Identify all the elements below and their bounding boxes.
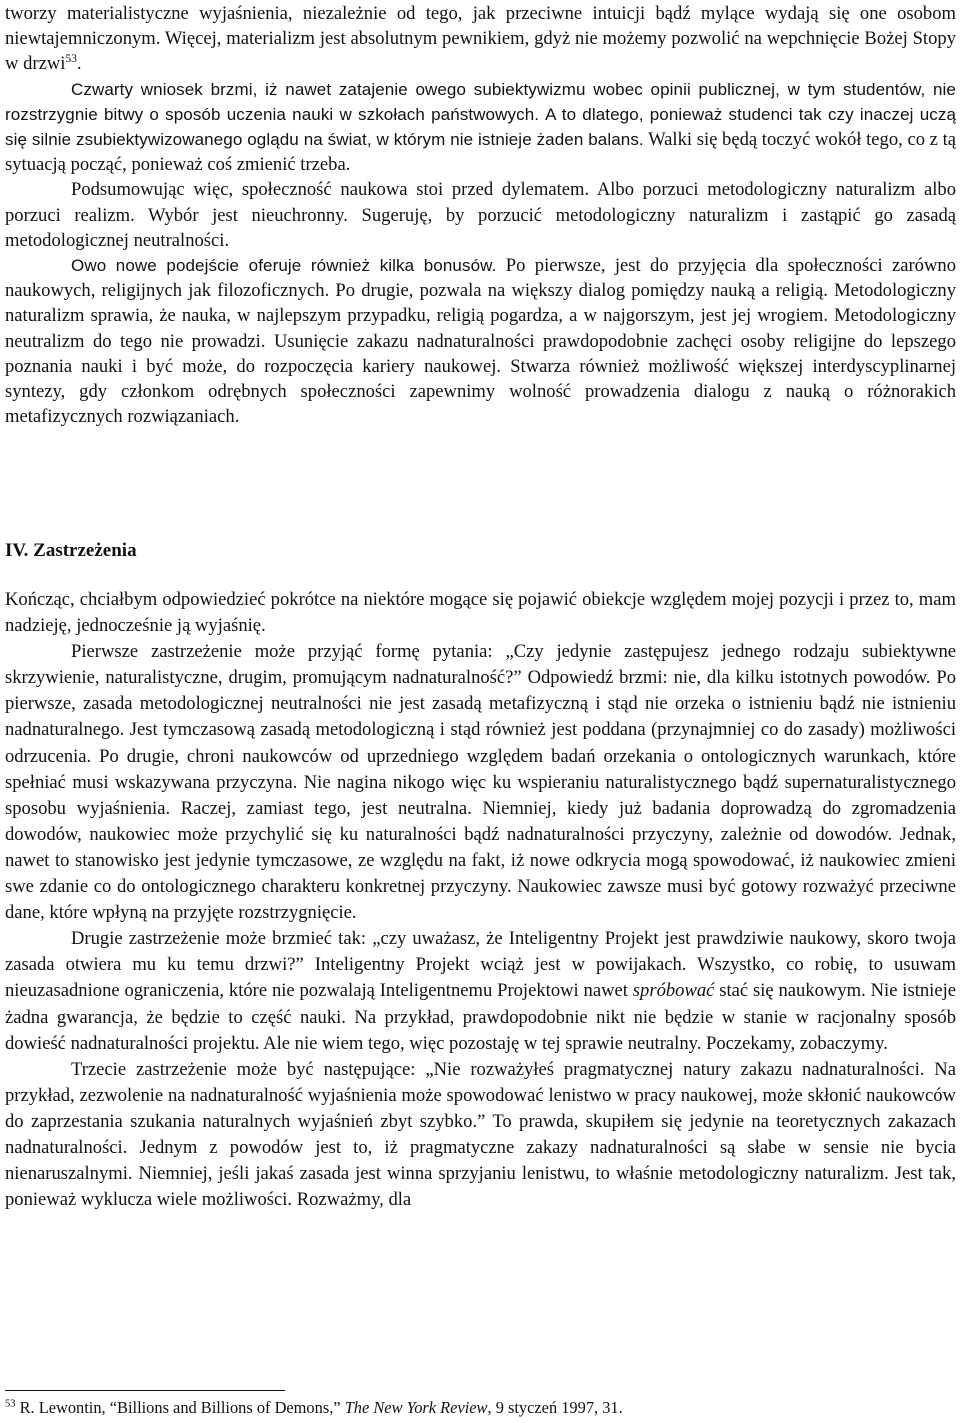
paragraph: Pierwsze zastrzeżenie może przyjąć formę pytania: „Czy jedynie zastępujesz jednego rodzaju subiektywne skrzywienie, naturalistyczne, drugim, promującym nadnaturalność?” Odpowiedź brzmi: nie, dla kilku istotnych powodów. Po pierwsze, zasada metodologicznej neutralności nie jest zasadą metafizyczną i stąd nie orzeka o istnieniu bądź nie istnieniu nadnaturalnego. Jest tymczasową zasadą metodologiczną i stąd również jest poddana (przynajmniej co do zasady) możliwości odrzucenia. Po drugie, chroni naukowców od uprzedniego względem badań orzekania o ontologicznych warunkach, które spełniać musi wskazywana przyczyna. Nie nagina nikogo więc ku wspieraniu naturalistycznego bądź supernaturalistycznego sposobu wyjaśnienia. Raczej, zamiast tego, jest neutralna. Niemniej, kiedy już badania doprowadzą do zgromadzenia dowodów, naukowiec może przychylić się ku naturalności bądź nadnaturalności przyczyny, zależnie od dowodów. Jednak, nawet to stanowisko jest jedynie tymczasowe, ze względu na fakt, iż nowe odkrycia mogą spowodować, iż naukowiec zmieni swe zdanie co do ontologicznego charakteru konkretnej przyczyny. Naukowiec zawsze musi być gotowy rozważyć przeciwne dane, które wpłyną na przyjęte rozstrzygnięcie. <box>5 641 956 924</box>
body-text-section-2 <box>5 587 956 1213</box>
paragraph-text: Podsumowując więc, społeczność naukowa stoi przed dylematem. <box>71 179 590 201</box>
paragraph <box>5 253 956 429</box>
emphasis: spróbować <box>632 980 715 1002</box>
paragraph-text: Po pierwsze, jest do przyjęcia dla społeczności zarówno naukowych, religijnych jak filozoficznych. Po drugie, pozwala na większy dialog pomiędzy nauką a religią. Metodologiczny naturalizm sprawia, że nauka, w najlepszym przypadku, religią pogardza, a w najgorszym, jest jej wrogiem. Metodologiczny neutralizm do tego nie prowadzi. Usunięcie zakazu nadnaturalności prawdopodobnie zachęci osoby religijne do lepszego poznania nauki i być może, do rozpoczęcia kariery naukowej. Stwarza również możliwość większej interdyscyplinarnej syntezy, gdy członkom odrębnych społeczności zapewnimy wolność prowadzenia dialogu z nauką o różnorakich metafizycznych rozwiązaniach. <box>5 255 956 428</box>
paragraph: Kończąc, chciałbym odpowiedzieć pokrótce na niektóre mogące się pojawić obiekcje względem mojej pozycji i przez to, mam nadzieję, jednocześnie ją wyjaśnię. <box>5 589 956 637</box>
paragraph-text: Owo nowe podejście oferuje również kilka bonusów. <box>71 256 497 276</box>
paragraph-text: Sugeruję, by porzucić metodologiczny naturalizm i zastąpić go zasadą metodologicznej neutralności. <box>5 204 957 251</box>
paragraph-text: Walki się będą toczyć wokół tego, co z tą sytuacją począć, ponieważ coś zmienić trzeba. <box>5 129 957 176</box>
footnote-number: 53 <box>5 1398 16 1410</box>
body-text-section-1 <box>5 1 956 429</box>
footnote <box>5 1398 956 1418</box>
paragraph <box>5 1 956 77</box>
paragraph <box>5 926 956 1056</box>
paragraph <box>5 177 956 253</box>
footnote-text: R. Lewontin, “Billions and Billions of Demons,” <box>19 1398 341 1417</box>
paragraph-text: Drugie zastrzeżenie może brzmieć tak: „czy uważasz, że Inteligentny Projekt jest prawdziwie naukowy, skoro twoja zasada otwiera mu ku temu drzwi?” Inteligentny Projekt wciąż jest w powijakach. Wszystko, co robię, to usuwam nieuzasadnione ograniczenia, które nie pozwalają Inteligentnemu Projektowi nawet <box>5 928 956 1002</box>
footnote-reference[interactable]: 53 <box>65 53 77 66</box>
paragraph-text: Czwarty wniosek brzmi, iż nawet zatajenie owego subiektywizmu wobec opinii publicznej, w tym studentów, nie rozstrzygnie bitwy o sposób uczenia nauki w szkołach państwowych. <box>5 79 956 124</box>
footnote-emphasis: The New York Review <box>344 1398 488 1417</box>
footnote-text: , 9 styczeń 1997, 31. <box>487 1398 623 1417</box>
footnote-separator <box>5 1390 285 1391</box>
paragraph-text: Wybór jest nieuchronny. <box>148 204 348 226</box>
paragraph-text: tworzy materialistyczne wyjaśnienia, niezależnie od tego, jak przeciwne intuicji bądź mylące wydają się one osobom niewtajemniczonym. Więcej, materializm jest absolutnym pewnikiem, gdyż nie możemy pozwolić na wepchnięcie Bożej Stopy w drzwi <box>5 3 956 75</box>
paragraph-text: A to dlatego, ponieważ studenci tak czy inaczej uczą się silnie zsubiektywizowanego oglądu na świat, w którym nie istnieje żaden balans. <box>5 104 957 150</box>
paragraph: Trzecie zastrzeżenie może być następujące: „Nie rozważyłeś pragmatycznej natury zakazu nadnaturalności. Na przykład, zezwolenie na nadnaturalność wyjaśnienia może spowodować lenistwo w pracy naukowej, może skłonić naukowców do zaprzestania szukania naturalnych wyjaśnień zbyt szybko.” To prawda, skupiłem się jedynie na teoretycznych zakazach nadnaturalności. Jednym z powodów jest to, iż pragmatyczne zakazy nadnaturalności są słabe w sensie nie bycia nienaruszalnymi. Niemniej, jeśli jakaś zasada jest winna sprzyjaniu lenistwu, to właśnie metodologiczny naturalizm. Jest tak, ponieważ wyklucza wiele możliwości. Rozważmy, dla <box>5 1058 956 1211</box>
section-heading: IV. Zastrzeżenia <box>5 540 137 561</box>
paragraph <box>5 77 956 178</box>
paragraph-text: . <box>76 53 82 75</box>
paragraph-text: Albo porzuci metodologiczny naturalizm albo porzuci realizm. <box>5 179 956 226</box>
paragraph-text: stać się naukowym. Nie istnieje żadna gwarancja, że będzie to część nauki. Na przykład, prawdopodobnie nikt nie będzie w stanie w racjonalny sposób dowieść nadnaturalności projektu. Ale nie wiem tego, więc pozostaję w tej sprawie neutralny. Poczekamy, zobaczymy. <box>5 980 957 1054</box>
